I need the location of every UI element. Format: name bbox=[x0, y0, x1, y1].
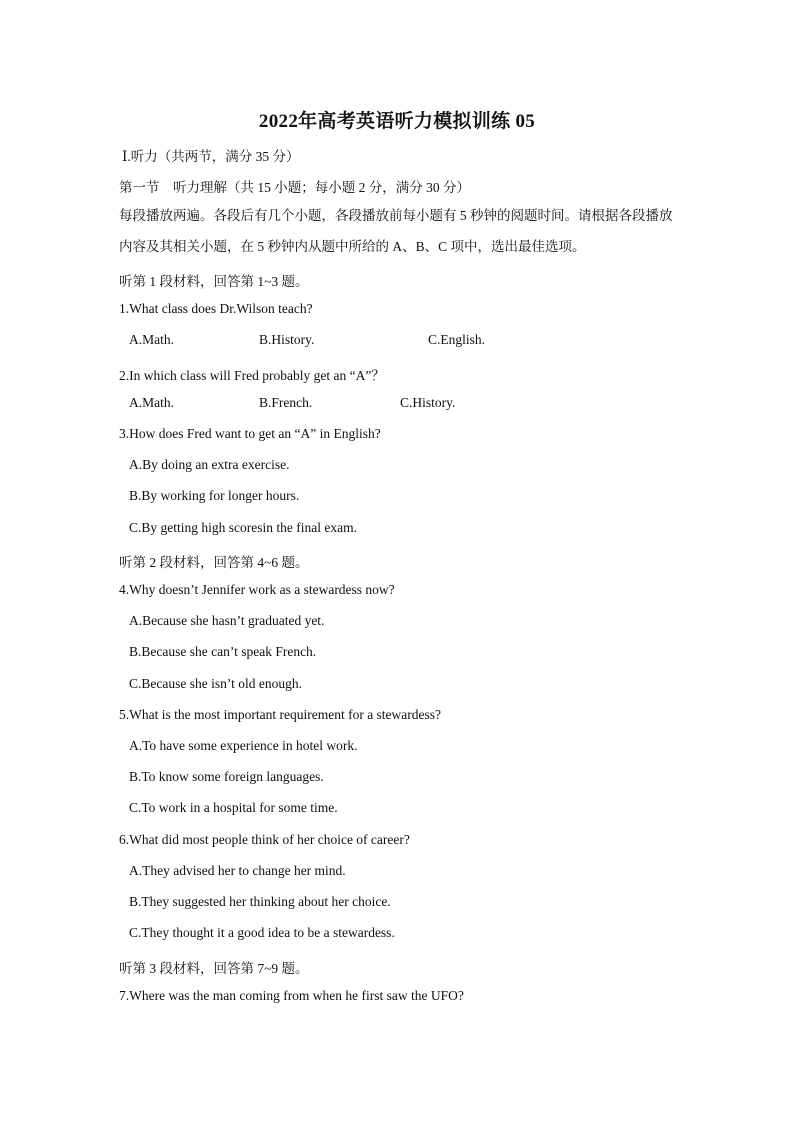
question-6-stem: 6.What did most people think of her choice of career? bbox=[119, 832, 410, 847]
question-4-option-a: A.Because she hasn’t graduated yet. bbox=[129, 613, 325, 628]
question-2-option-b: B.French. bbox=[259, 395, 313, 410]
question-5-option-b: B.To know some foreign languages. bbox=[129, 769, 324, 784]
question-2-option-a: A.Math. bbox=[129, 395, 174, 410]
question-3-option-a: A.By doing an extra exercise. bbox=[129, 457, 290, 472]
question-1-stem: 1.What class does Dr.Wilson teach? bbox=[119, 301, 313, 316]
question-3-option-c: C.By getting high scoresin the final exam. bbox=[129, 520, 357, 535]
question-3-stem: 3.How does Fred want to get an “A” in English? bbox=[119, 426, 381, 441]
group-heading-3: 听第 3 段材料，回答第 7~9 题。 bbox=[119, 961, 309, 976]
part-heading: Ⅰ.听力（共两节，满分 35 分） bbox=[122, 149, 300, 164]
section-heading: 第一节 听力理解（共 15 小题；每小题 2 分，满分 30 分） bbox=[119, 180, 470, 195]
question-2-stem: 2.In which class will Fred probably get an “A”？ bbox=[119, 368, 385, 383]
question-6-option-a: A.They advised her to change her mind. bbox=[129, 863, 346, 878]
question-6-option-c: C.They thought it a good idea to be a stewardess. bbox=[129, 925, 395, 940]
document-title: 2022年高考英语听力模拟训练 05 bbox=[258, 111, 536, 132]
question-5-option-a: A.To have some experience in hotel work. bbox=[129, 738, 358, 753]
instructions-paragraph: 每段播放两遍。各段后有几个小题，各段播放前每小题有 5 秒钟的阅题时间。请根据各段播放内容及其相关小题，在 5 秒钟内从题中所给的 A、B、C 项中，选出最佳选项。 bbox=[119, 208, 673, 254]
group-heading-1: 听第 1 段材料，回答第 1~3 题。 bbox=[119, 274, 309, 289]
question-4-option-c: C.Because she isn’t old enough. bbox=[129, 676, 302, 691]
question-6-option-b: B.They suggested her thinking about her choice. bbox=[129, 894, 391, 909]
question-3-option-b: B.By working for longer hours. bbox=[129, 488, 300, 503]
question-4-option-b: B.Because she can’t speak French. bbox=[129, 644, 317, 659]
question-2-option-c: C.History. bbox=[400, 395, 456, 410]
question-1-option-a: A.Math. bbox=[129, 332, 174, 347]
question-4-stem: 4.Why doesn’t Jennifer work as a stewardess now? bbox=[119, 582, 395, 597]
question-7-stem: 7.Where was the man coming from when he first saw the UFO? bbox=[119, 988, 464, 1003]
question-5-option-c: C.To work in a hospital for some time. bbox=[129, 800, 338, 815]
question-5-stem: 5.What is the most important requirement for a stewardess? bbox=[119, 707, 442, 722]
group-heading-2: 听第 2 段材料，回答第 4~6 题。 bbox=[119, 555, 309, 570]
question-1-option-c: C.English. bbox=[428, 332, 486, 347]
question-1-option-b: B.History. bbox=[259, 332, 315, 347]
